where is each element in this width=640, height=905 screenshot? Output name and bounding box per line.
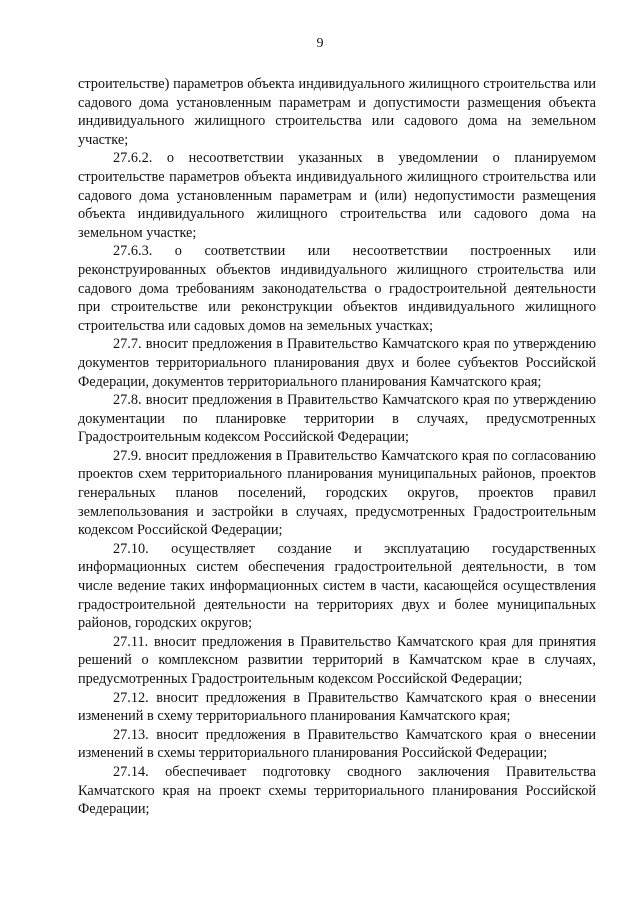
paragraph: 27.13. вносит предложения в Правительство Камчатского края о внесении изменений в схемы территориального планирования Российской Федерации;: [78, 726, 596, 762]
paragraph: 27.7. вносит предложения в Правительство Камчатского края по утверждению документов территориального планирования двух и более субъектов Российской Федерации, документов территориального планирования Камчатского края;: [78, 336, 596, 390]
paragraph: 27.11. вносит предложения в Правительство Камчатского края для принятия решений о комплексном развитии территорий в Камчатском крае в случаях, предусмотренных Градостроительным кодексом Российской Федерации;: [78, 633, 596, 687]
paragraph: 27.6.3. о соответствии или несоответствии построенных или реконструированных объектов индивидуального жилищного строительства или садового дома требованиям законодательства о градостроительной деятельности при строительстве или реконструкции объектов индивидуального жилищного строительства или садовых домов на земельных участках;: [78, 243, 596, 334]
paragraph: 27.14. обеспечивает подготовку сводного заключения Правительства Камчатского края на проект схемы территориального планирования Российской Федерации;: [78, 763, 596, 818]
paragraph: 27.8. вносит предложения в Правительство Камчатского края по утверждению документации по планировке территории в случаях, предусмотренных Градостроительным кодексом Российской Федерации;: [78, 392, 596, 446]
paragraph: 27.12. вносит предложения в Правительство Камчатского края о внесении изменений в схему территориального планирования Камчатского края;: [78, 689, 596, 725]
paragraph: строительстве) параметров объекта индивидуального жилищного строительства или садового дома установленным параметрам и допустимости размещения объекта индивидуального жилищного строительства или садового дома на земельном участке;: [78, 76, 596, 148]
paragraph: 27.6.2. о несоответствии указанных в уведомлении о планируемом строительстве параметров объекта индивидуального жилищного строительства или садового дома установленным параметрам и (или) недопустимости размещения объекта индивидуального жилищного строительства или садового дома на земельном участке;: [78, 150, 596, 241]
paragraph: 27.10. осуществляет создание и эксплуатацию государственных информационных систем обеспечения градостроительной деятельности, в том числе ведение таких информационных систем в части, касающейся осуществления градостроительной деятельности на территориях двух и более муниципальных районов, городских округов;: [78, 540, 596, 632]
paragraph: 27.9. вносит предложения в Правительство Камчатского края по согласованию проектов схем территориального планирования муниципальных районов, проектов генеральных планов поселений, городских округов, проектов правил землепользования и застройки в случаях, предусмотренных Градостроительным кодексом Российской Федерации;: [78, 447, 596, 539]
page-number: 9: [316, 36, 324, 51]
document-body: [78, 75, 596, 819]
